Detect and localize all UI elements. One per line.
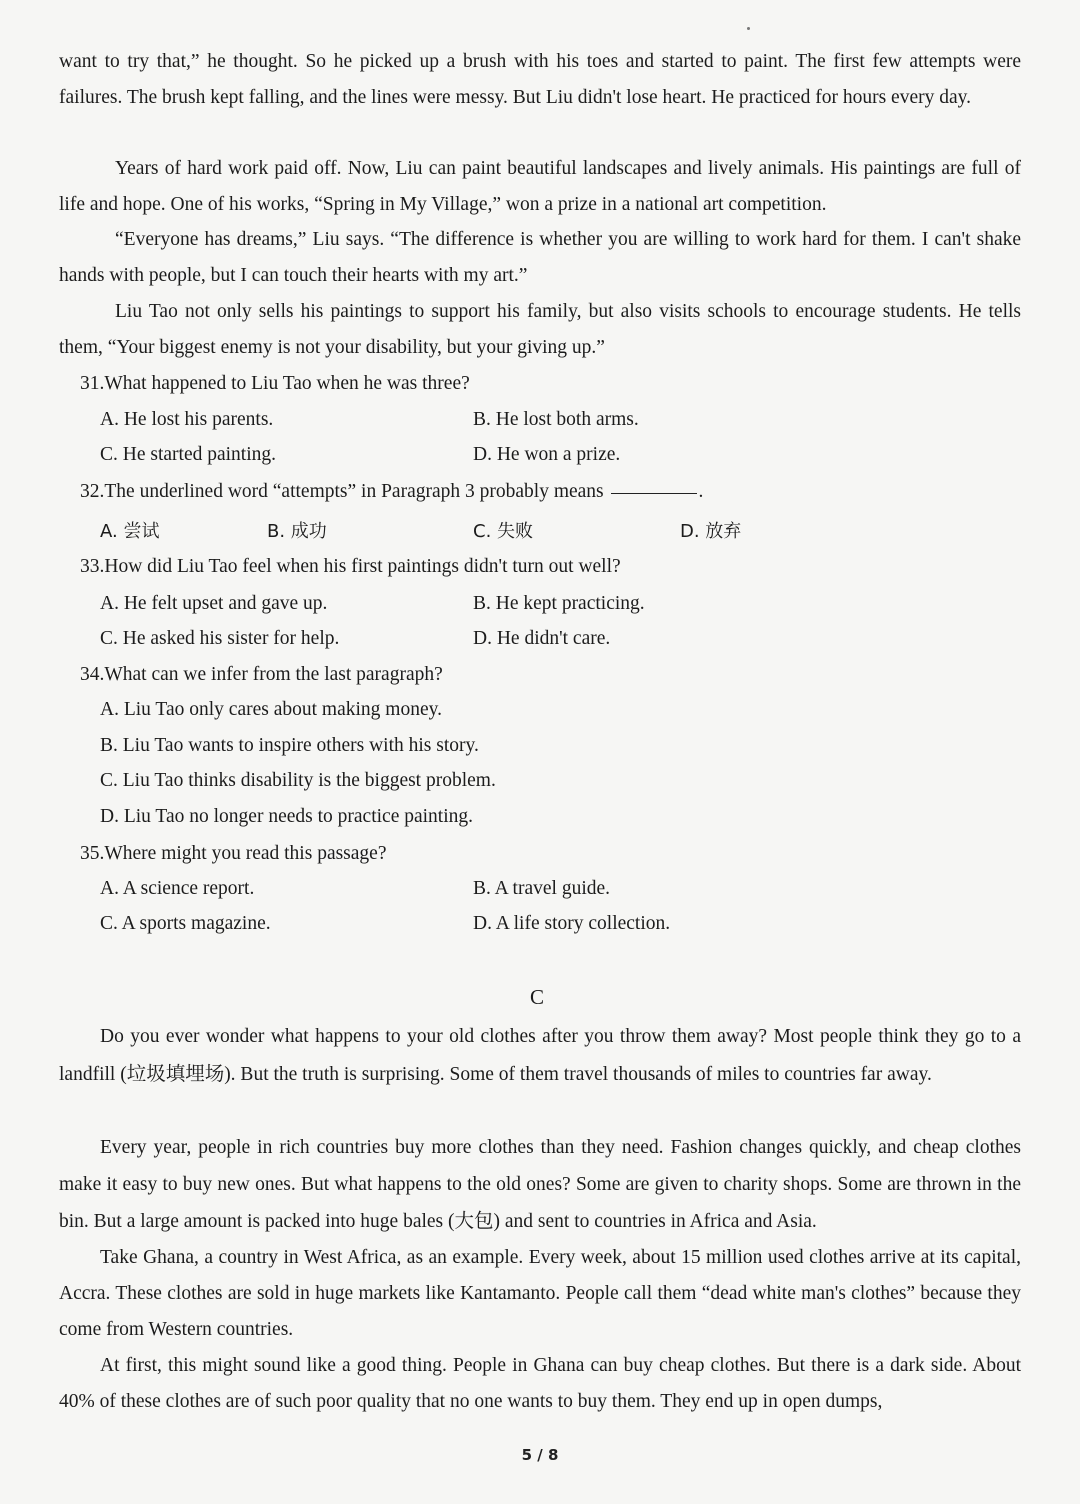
- question-31-option-d: D. He won a prize.: [473, 444, 621, 465]
- question-33-stem: 33.How did Liu Tao feel when his first paintings didn't turn out well?: [80, 556, 621, 577]
- question-32: [80, 481, 703, 503]
- question-32-stem: 32.The underlined word “attempts” in Paragraph 3 probably means: [80, 481, 604, 502]
- question-35-option-b: B. A travel guide.: [473, 878, 611, 899]
- passage-b-paragraph-4: Years of hard work paid off. Now, Liu can paint beautiful landscapes and lively animals. His paintings are full of life and hope. One of his works, “Spring in My Village,” won a prize in a national art competition.: [59, 158, 1021, 215]
- question-32-option-a: A. 尝试: [100, 521, 160, 542]
- question-33-option-d: D. He didn't care.: [473, 628, 611, 649]
- scan-speck: [747, 27, 750, 30]
- question-32-option-c: C. 失败: [473, 521, 534, 542]
- question-35-option-d: D. A life story collection.: [473, 913, 671, 934]
- passage-c-paragraph-4: At first, this might sound like a good thing. People in Ghana can buy cheap clothes. But there is a dark side. About 40% of these clothes are of such poor quality that no one wants to buy them. They end up in open dumps,: [59, 1355, 1021, 1412]
- question-35-option-c: C. A sports magazine.: [100, 913, 271, 934]
- passage-b-paragraph-6: Liu Tao not only sells his paintings to support his family, but also visits schools to encourage students. He tells them, “Your biggest enemy is not your disability, but your giving up.”: [59, 301, 1021, 358]
- question-32-option-b: B. 成功: [267, 521, 327, 542]
- answer-blank: [611, 493, 697, 494]
- question-32-stem-end: .: [698, 481, 704, 502]
- page-number: 5 / 8: [521, 1446, 559, 1464]
- question-34-option-b: B. Liu Tao wants to inspire others with his story.: [100, 735, 479, 756]
- passage-c-paragraph-1: Do you ever wonder what happens to your old clothes after you throw them away? Most people think they go to a landfill (垃圾填埋场). But the truth is surprising. Some of them travel thousands of miles to countries far away.: [59, 1026, 1021, 1085]
- question-35-stem: 35.Where might you read this passage?: [80, 843, 387, 864]
- question-34-option-a: A. Liu Tao only cares about making money.: [100, 699, 442, 720]
- question-34-stem: 34.What can we infer from the last paragraph?: [80, 664, 443, 685]
- question-35-option-a: A. A science report.: [100, 878, 255, 899]
- question-32-option-d: D. 放弃: [680, 521, 742, 542]
- question-34-option-d: D. Liu Tao no longer needs to practice painting.: [100, 806, 474, 827]
- question-33-option-a: A. He felt upset and gave up.: [100, 593, 328, 614]
- question-31-option-b: B. He lost both arms.: [473, 409, 639, 430]
- question-33-option-b: B. He kept practicing.: [473, 593, 645, 614]
- passage-c-paragraph-3: Take Ghana, a country in West Africa, as an example. Every week, about 15 million used clothes arrive at its capital, Accra. These clothes are sold in huge markets like Kantamanto. People call them “dead white man's clothes” because they come from Western countries.: [59, 1247, 1021, 1340]
- passage-c-paragraph-2: Every year, people in rich countries buy more clothes than they need. Fashion changes quickly, and cheap clothes make it easy to buy new ones. But what happens to the old ones? Some are given to charity shops. Some are thrown in the bin. But a large amount is packed into huge bales (大包) and sent to countries in Africa and Asia.: [59, 1137, 1021, 1232]
- question-31-option-c: C. He started painting.: [100, 444, 277, 465]
- section-heading-c: C: [530, 985, 545, 1009]
- question-33-option-c: C. He asked his sister for help.: [100, 628, 340, 649]
- passage-b-paragraph-5: “Everyone has dreams,” Liu says. “The difference is whether you are willing to work hard for them. I can't shake hands with people, but I can touch their hearts with my art.”: [59, 229, 1021, 286]
- question-31-stem: 31.What happened to Liu Tao when he was three?: [80, 373, 470, 394]
- question-31-option-a: A. He lost his parents.: [100, 409, 274, 430]
- question-34-option-c: C. Liu Tao thinks disability is the biggest problem.: [100, 770, 496, 791]
- passage-b-paragraph-3-continued: want to try that,” he thought. So he picked up a brush with his toes and started to paint. The first few attempts were failures. The brush kept falling, and the lines were messy. But Liu didn't lose heart. He practiced for hours every day.: [59, 51, 1021, 108]
